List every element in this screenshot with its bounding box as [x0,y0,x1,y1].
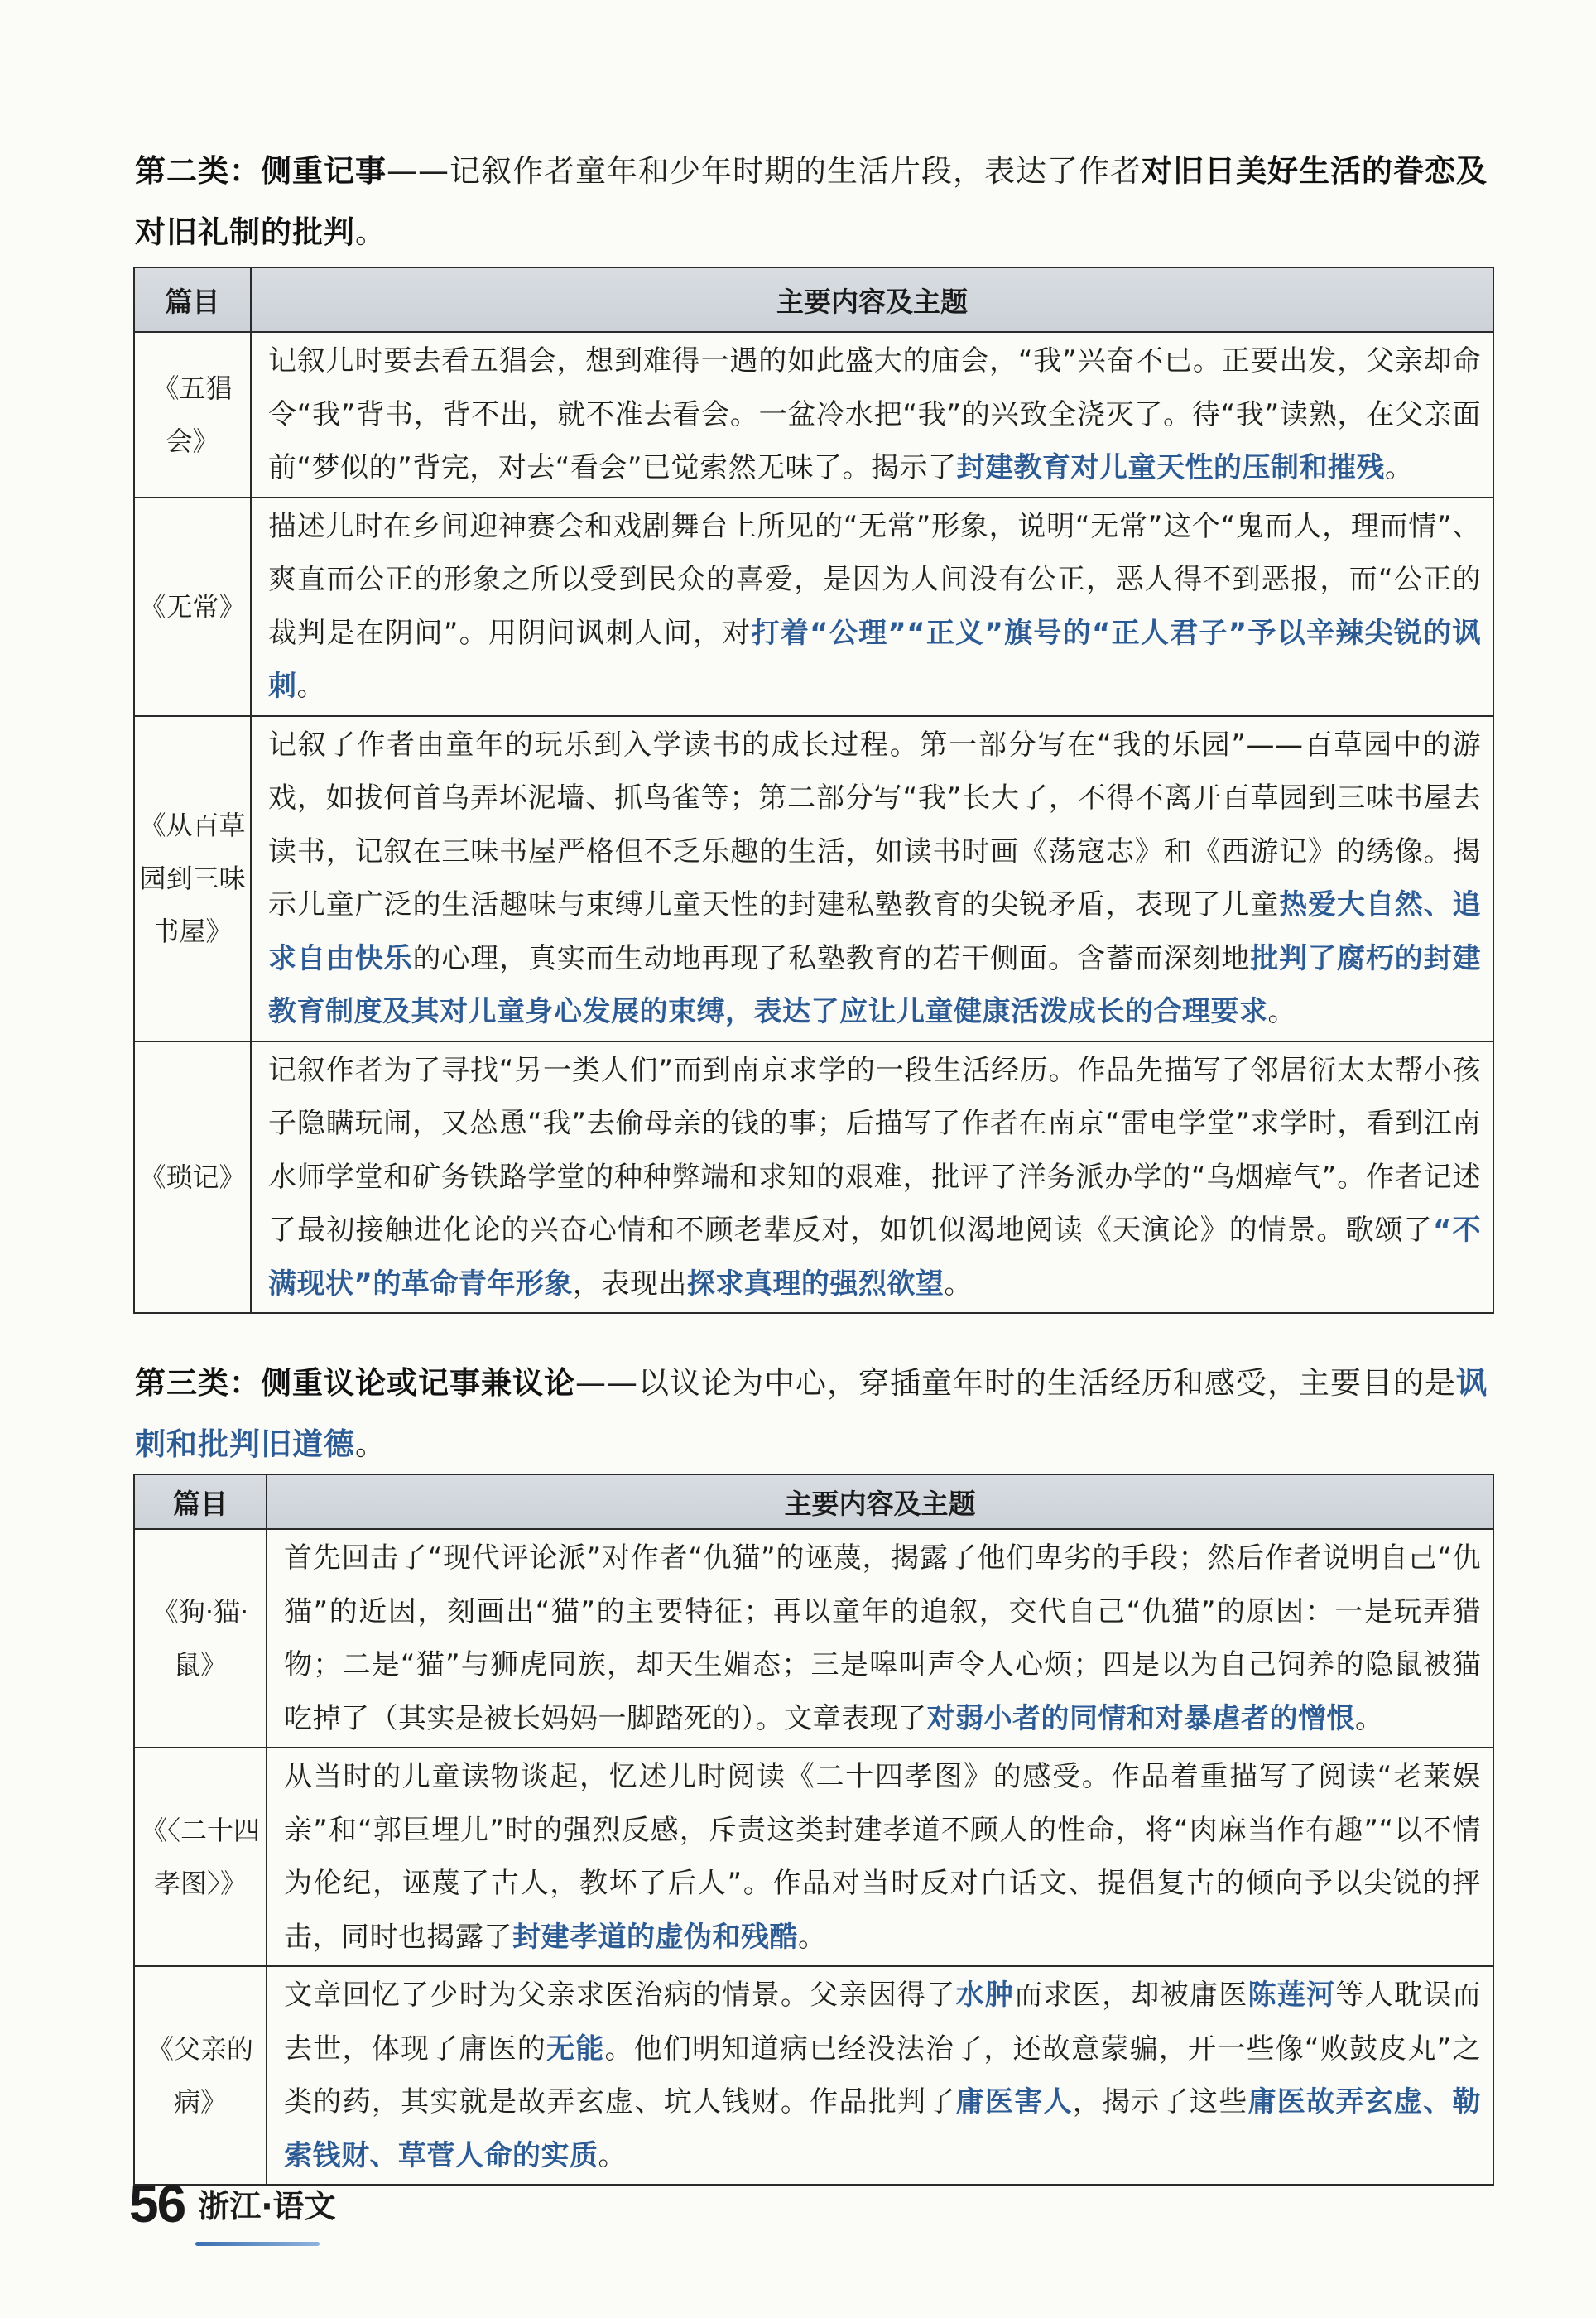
work-title: 《狗·猫·鼠》 [134,1529,267,1748]
section-3-emphasis: 讽刺和批判旧道德 [135,1365,1488,1462]
section-3-dash: —— [575,1365,638,1401]
summary-text: 。 [598,2138,627,2172]
works-table-2 [133,1474,1494,2186]
theme-highlight: 批判了腐朽的封建教育制度及其对儿童身心发展的束缚，表达了应让儿童健康活泼成长的合理要求 [268,941,1482,1028]
theme-highlight: 陈莲河 [1247,1979,1336,2012]
summary-text: 。 [944,1267,973,1301]
work-summary [251,716,1493,1041]
summary-text: 文章回忆了少时为父亲求医治病的情景。父亲因得了 [284,1979,956,2012]
section-3-heading: 第三类：侧重议论或记事兼议论 [135,1365,575,1401]
work-summary [267,1966,1493,2185]
summary-text: ，表现出 [572,1267,687,1301]
summary-text: ，揭示了这些 [1072,2085,1248,2118]
work-title: 《父亲的病》 [134,1966,267,2185]
page-number: 56 [129,2174,185,2234]
theme-highlight: 无能 [546,2032,605,2066]
table-row [134,1529,1493,1748]
work-summary [251,332,1493,498]
theme-highlight: 探求真理的强烈欲望 [686,1267,945,1301]
page-footer [129,2173,336,2234]
section-2-dash: —— [387,153,449,189]
theme-highlight: 庸医害人 [955,2085,1073,2118]
summary-text: 等人耽误而去世，体现了庸医的 [284,1979,1482,2066]
summary-text: 记叙儿时要去看五猖会，想到难得一遇的如此盛大的庙会，“我”兴奋不已。正要出发，父亲却命令“我”背书，背不出，就不准去看会。一盆冷水把“我”的兴致全浇灭了。待“我”读熟，在父亲面前“梦似的”背完，对去“看会”已觉索然无味了。揭示了 [268,344,1481,484]
section-3-end: 。 [355,1426,387,1462]
summary-text: 从当时的儿童读物谈起，忆述儿时阅读《二十四孝图》的感受。作品着重描写了阅读“老莱娱亲”和“郭巨埋儿”时的强烈反感，斥责这类封建孝道不顾人的性命，将“肉麻当作有趣”“以不情为伦纪，诬蔑了古人，教坏了后人”。作品对当时反对白话文、提倡复古的倾向予以尖锐的抨击，同时也揭露了 [284,1760,1481,1954]
summary-text: 。 [1384,451,1414,484]
table-row [134,716,1493,1041]
work-title: 《琐记》 [134,1041,251,1314]
table-row [134,1748,1493,1966]
theme-highlight: 封建教育对儿童天性的压制和摧残 [956,451,1385,484]
table-2-body [134,1529,1493,2185]
summary-text: 记叙了作者由童年的玩乐到入学读书的成长过程。第一部分写在“我的乐园”——百草园中的游戏，如拔何首乌弄坏泥墙、抓鸟雀等；第二部分写“我”长大了，不得不离开百草园到三味书屋去读书，记叙在三味书屋严格但不乏乐趣的生活，如读书时画《荡寇志》和《西游记》的绣像。揭示儿童广泛的生活趣味与束缚儿童天性的封建私塾教育的尖锐矛盾，表现了儿童 [268,728,1481,921]
work-title: 《无常》 [134,498,251,716]
work-summary [251,498,1493,716]
work-title: 《五猖会》 [134,332,251,498]
table-row [134,1966,1493,2185]
theme-highlight: 庸医故弄玄虚、勒索钱财、草菅人命的实质 [284,2085,1482,2172]
section-2-heading: 第二类：侧重记事 [135,153,387,189]
section-2-intro [135,141,1494,263]
theme-highlight: 封建孝道的虚伪和残酷 [512,1920,798,1954]
theme-highlight: 打着“公理”“正义”旗号的“正人君子”予以辛辣尖锐的讽刺 [268,616,1481,703]
summary-text: 描述儿时在乡间迎神赛会和戏剧舞台上所见的“无常”形象，说明“无常”这个“鬼而人，理而情”、爽直而公正的形象之所以受到民众的喜爱，是因为人间没有公正，恶人得不到恶报，而“公正的裁判是在阴间”。用阴间讽刺人间，对 [268,509,1481,650]
work-summary [267,1748,1493,1966]
table-row [134,498,1493,716]
table-row [134,1041,1493,1314]
table-1-body [134,332,1493,1313]
table-2-header-title: 篇目 [134,1474,267,1529]
section-2-emphasis: 对旧日美好生活的眷恋及对旧礼制的批判 [135,153,1488,250]
summary-text: 。 [296,670,325,703]
table-row [134,332,1493,498]
summary-text: 的心理，真实而生动地再现了私塾教育的若干侧面。含蓄而深刻地 [412,941,1251,975]
work-title: 《从百草园到三味书屋》 [134,716,251,1041]
theme-highlight: 热爱大自然、追求自由快乐 [268,888,1481,975]
footer-accent-line [195,2242,320,2246]
section-3-intro [135,1353,1494,1475]
table-1-header-row [134,267,1493,332]
table-2-header-content: 主要内容及主题 [267,1474,1493,1529]
summary-text: 。他们明知道病已经没法治了，还故意蒙骗，开一些像“败鼓皮丸”之类的药，其实就是故弄玄虚、坑人钱财。作品批判了 [284,2032,1482,2118]
work-title: 《〈二十四孝图〉》 [134,1748,267,1966]
theme-highlight: 对弱小者的同情和对暴虐者的憎恨 [926,1701,1355,1735]
works-table-1 [133,267,1494,1314]
table-2-header-row [134,1474,1493,1529]
summary-text: 。 [1267,995,1296,1028]
theme-highlight: 水肿 [955,1979,1015,2012]
summary-text: 而求医，却被庸医 [1014,1979,1248,2012]
work-summary [251,1041,1493,1314]
summary-text: 。 [798,1920,827,1954]
summary-text: 。 [1355,1701,1384,1735]
summary-text: 首先回击了“现代评论派”对作者“仇猫”的诬蔑，揭露了他们卑劣的手段；然后作者说明自己“仇猫”的近因，刻画出“猫”的主要特征；再以童年的追叙，交代自己“仇猫”的原因：一是玩弄猎物；二是“猫”与狮虎同族，却天生媚态；三是嗥叫声令人心烦；四是以为自己饲养的隐鼠被猫吃掉了（其实是被长妈妈一脚踏死的）。文章表现了 [284,1541,1481,1735]
table-1-header-title: 篇目 [134,267,251,332]
section-3-text: 以议论为中心，穿插童年时的生活经历和感受，主要目的是 [638,1365,1456,1401]
summary-text: 记叙作者为了寻找“另一类人们”而到南京求学的一段生活经历。作品先描写了邻居衍太太帮小孩子隐瞒玩闹，又怂恿“我”去偷母亲的钱的事；后描写了作者在南京“雷电学堂”求学时，看到江南水师学堂和矿务铁路学堂的种种弊端和求知的艰难，批评了洋务派办学的“乌烟瘴气”。作者记述了最初接触进化论的兴奋心情和不顾老辈反对，如饥似渴地阅读《天演论》的情景。歌颂了 [268,1053,1481,1247]
region-subject-label: 浙江·语文 [198,2188,336,2224]
table-1-header-content: 主要内容及主题 [251,267,1493,332]
section-2-text: 记叙作者童年和少年时期的生活片段，表达了作者 [449,153,1142,189]
section-2-end: 。 [355,214,387,250]
theme-highlight: “不满现状”的革命青年形象 [268,1214,1481,1301]
work-summary [267,1529,1493,1748]
